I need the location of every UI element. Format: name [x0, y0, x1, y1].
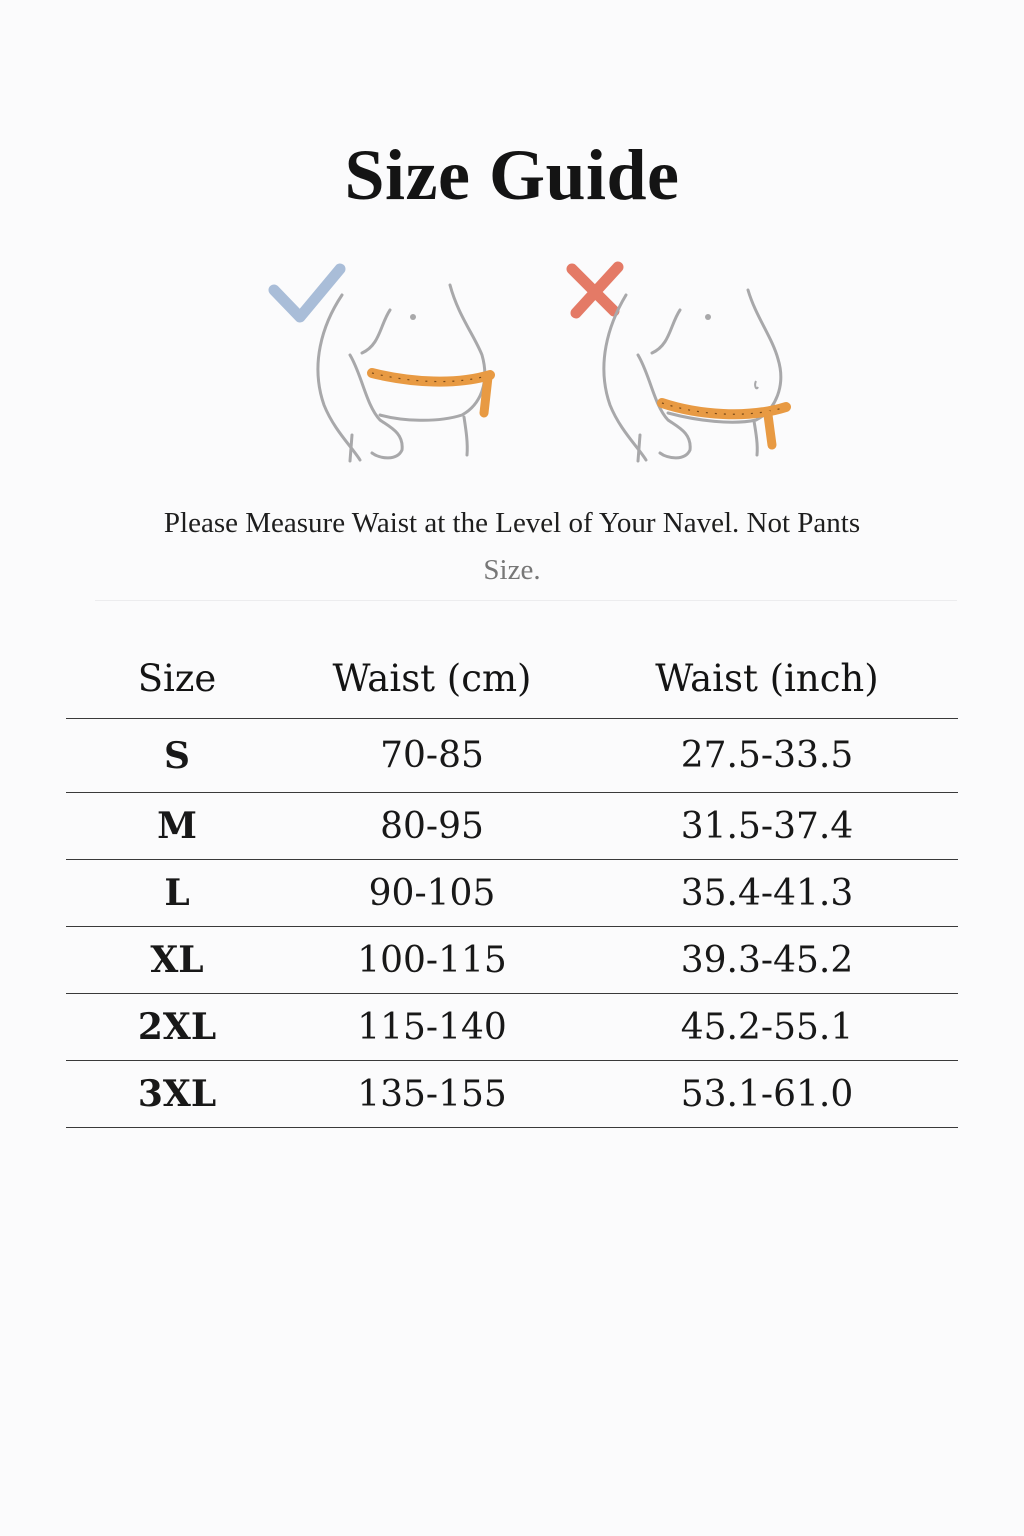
size-cell: L	[66, 860, 288, 927]
size-cell: XL	[66, 927, 288, 994]
check-icon	[274, 269, 340, 317]
waist-inch-cell: 31.5-37.4	[576, 793, 958, 860]
waist-inch-cell: 53.1-61.0	[576, 1061, 958, 1128]
waist-inch-cell: 45.2-55.1	[576, 994, 958, 1061]
instruction-line-2: Size.	[483, 554, 541, 586]
waist-cm-cell: 70-85	[288, 719, 576, 793]
navel-dot	[705, 314, 711, 320]
correct-measure-illustration	[262, 255, 522, 470]
header-waist-inch: Waist (inch)	[576, 638, 958, 719]
waist-inch-cell: 35.4-41.3	[576, 860, 958, 927]
table-row	[66, 994, 958, 1061]
page-title: Size Guide	[344, 135, 680, 215]
header-waist-cm: Waist (cm)	[288, 638, 576, 719]
incorrect-measure-illustration	[558, 255, 818, 470]
waist-cm-cell: 135-155	[288, 1061, 576, 1128]
size-cell: 3XL	[66, 1061, 288, 1128]
table-row	[66, 1061, 958, 1128]
instruction-line-1: Please Measure Waist at the Level of Your Navel. Not Pants	[163, 507, 861, 539]
table-row	[66, 793, 958, 860]
waist-inch-cell: 27.5-33.5	[576, 719, 958, 793]
size-cell: M	[66, 793, 288, 860]
table-header-row	[66, 638, 958, 719]
navel-dot	[410, 314, 416, 320]
header-size: Size	[66, 638, 288, 719]
cross-icon	[572, 267, 618, 313]
size-cell: 2XL	[66, 994, 288, 1061]
table-row	[66, 719, 958, 793]
waist-cm-cell: 80-95	[288, 793, 576, 860]
table-row	[66, 860, 958, 927]
table-row	[66, 927, 958, 994]
size-table	[66, 638, 958, 1128]
torso-outline	[604, 290, 781, 461]
section-divider	[95, 600, 957, 601]
measuring-tape	[662, 403, 786, 445]
waist-cm-cell: 100-115	[288, 927, 576, 994]
waist-cm-cell: 90-105	[288, 860, 576, 927]
waist-inch-cell: 39.3-45.2	[576, 927, 958, 994]
waist-cm-cell: 115-140	[288, 994, 576, 1061]
size-cell: S	[66, 719, 288, 793]
torso-outline	[318, 285, 485, 461]
measurement-instruction	[90, 500, 934, 594]
